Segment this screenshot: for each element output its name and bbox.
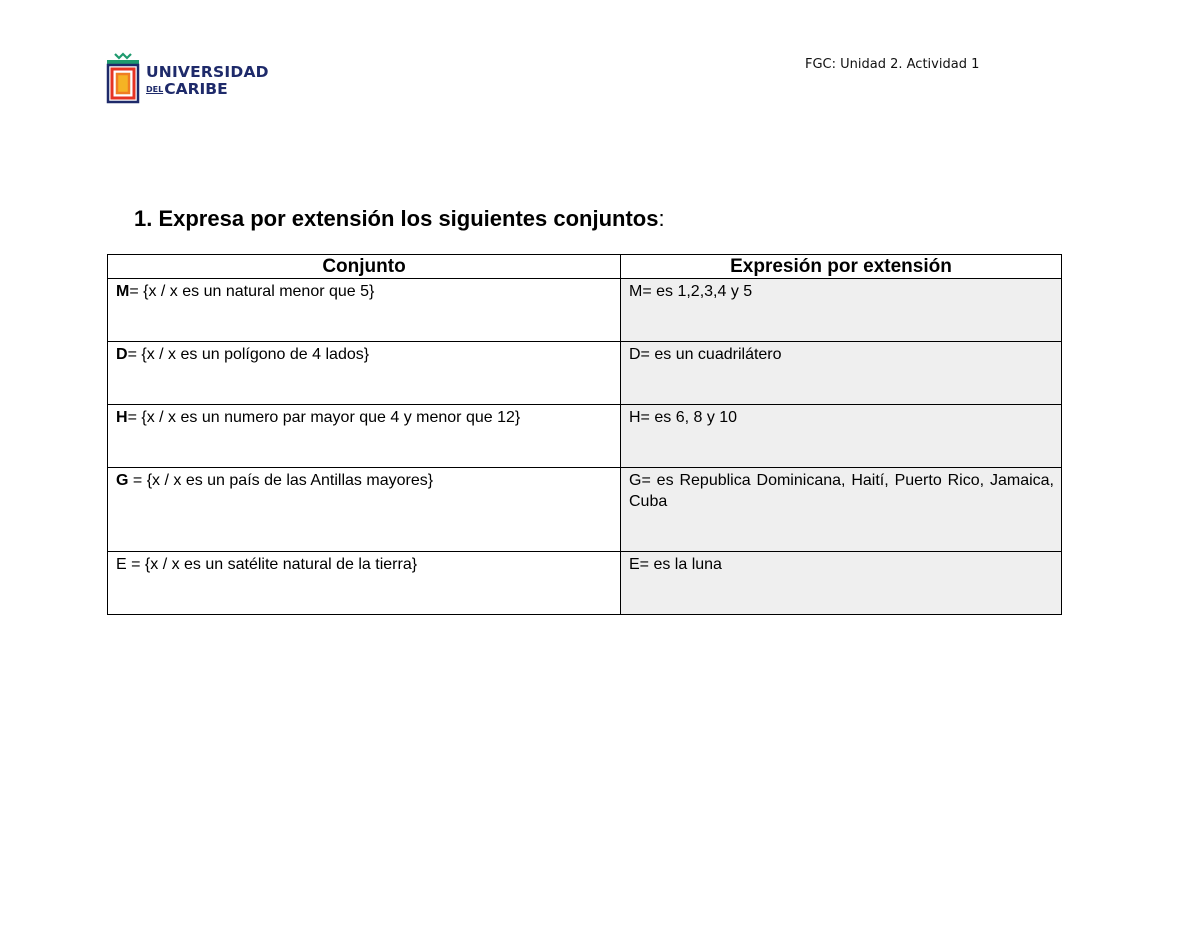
logo-wordmark-del: DEL (146, 85, 164, 94)
table-row (108, 279, 1062, 342)
university-logo (106, 52, 276, 104)
set-definition: = {x / x es un numero par mayor que 4 y menor que 12} (127, 409, 521, 426)
set-definition: = {x / x es un natural menor que 5} (129, 283, 375, 300)
university-emblem-icon (106, 52, 140, 104)
set-definition-cell (108, 342, 621, 405)
question-heading (134, 206, 665, 232)
table-row (108, 405, 1062, 468)
table-row (108, 552, 1062, 615)
set-definition: = {x / x es un polígono de 4 lados} (127, 346, 370, 363)
question-text: 1. Expresa por extensión los siguientes conjuntos (134, 206, 659, 231)
set-expression-cell: D= es un cuadrilátero (621, 342, 1062, 405)
set-expression-cell: E= es la luna (621, 552, 1062, 615)
table-row (108, 468, 1062, 552)
activity-code: FGC: Unidad 2. Actividad 1 (805, 57, 980, 72)
logo-wordmark-line1: UNIVERSIDAD (146, 63, 269, 81)
column-header-expression: Expresión por extensión (621, 255, 1062, 279)
set-letter: G (116, 472, 129, 489)
set-letter: D (116, 346, 128, 363)
set-definition: E = {x / x es un satélite natural de la tierra} (116, 556, 418, 573)
set-letter: H (116, 409, 128, 426)
set-definition-cell (108, 279, 621, 342)
set-definition: = {x / x es un país de las Antillas mayores} (128, 472, 434, 489)
set-expression-cell: M= es 1,2,3,4 y 5 (621, 279, 1062, 342)
column-header-set: Conjunto (108, 255, 621, 279)
table-header-row (108, 255, 1062, 279)
set-definition-cell (108, 405, 621, 468)
sets-table (107, 254, 1062, 615)
set-definition-cell (108, 552, 621, 615)
table-row (108, 342, 1062, 405)
set-expression-cell: H= es 6, 8 y 10 (621, 405, 1062, 468)
question-colon: : (658, 206, 665, 231)
set-expression-cell: G= es Republica Dominicana, Haití, Puerto Rico, Jamaica, Cuba (621, 468, 1062, 552)
set-definition-cell (108, 468, 621, 552)
logo-wordmark-line2: CARIBE (164, 80, 228, 98)
set-letter: M (116, 283, 130, 300)
